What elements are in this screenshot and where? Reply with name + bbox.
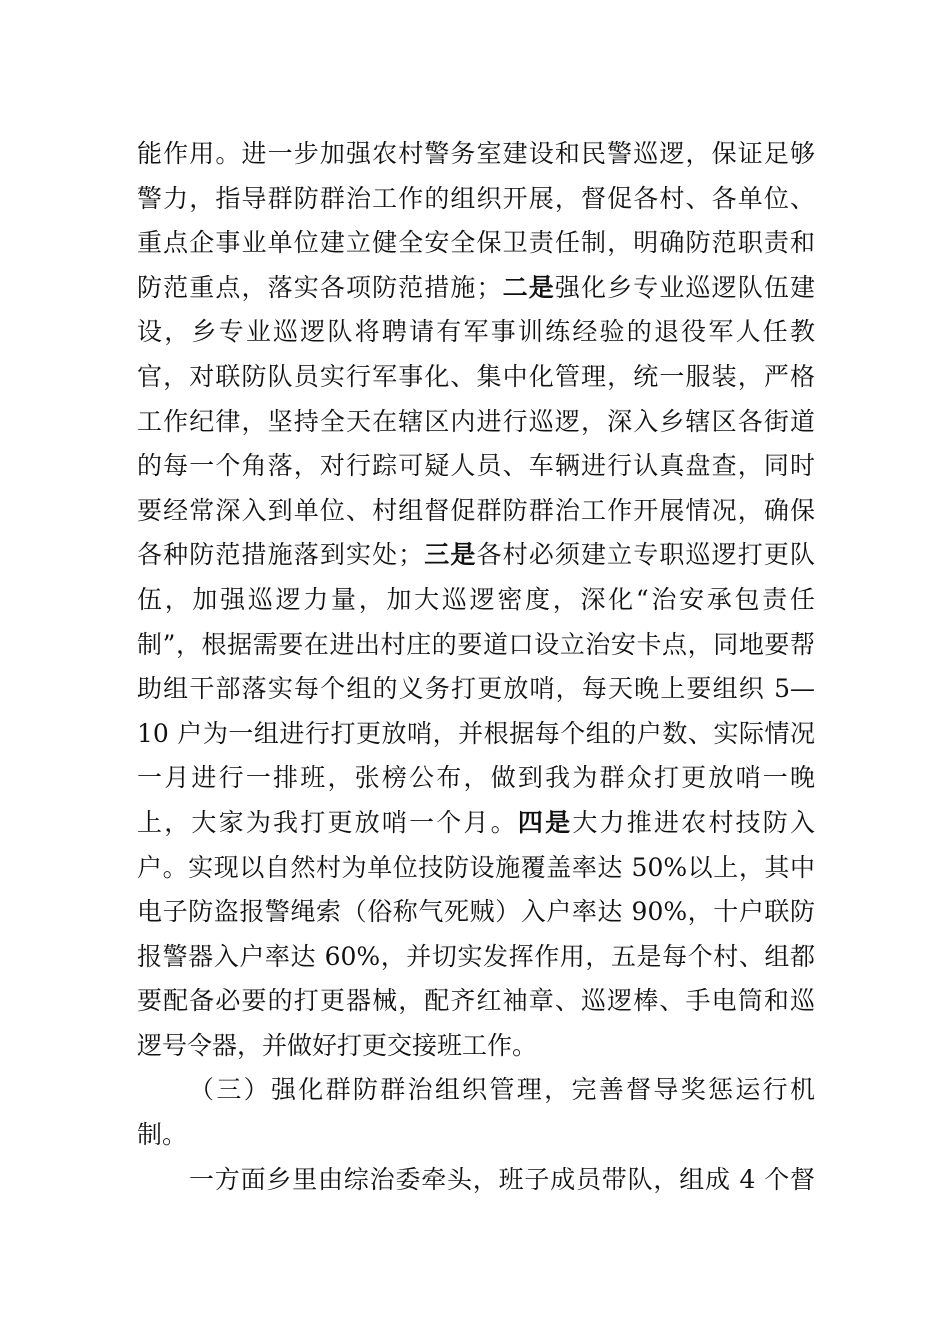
text-line: 报警器入户率达 60%，并切实发挥作用，五是每个村、组都 [137, 941, 815, 971]
text-run: 防范重点，落实各项防范措施； [137, 272, 502, 302]
text-line: 制”，根据需要在进出村庄的要道口设立治安卡点，同地要帮 [137, 629, 815, 659]
text-line [137, 266, 815, 311]
text-run: 强化乡专业巡逻队伍建 [554, 272, 815, 302]
text-line: 电子防盗报警绳索（俗称气死贼）入户率达 90%，十户联防 [137, 897, 815, 927]
text-line: 的每一个角落，对行踪可疑人员、车辆进行认真盘查，同时 [137, 451, 815, 481]
heading-line: （三）强化群防群治组织管理，完善督导奖惩运行机 [189, 1075, 815, 1105]
document-page [137, 132, 815, 1202]
heading-line: 制。 [137, 1120, 188, 1150]
text-line: 助组干部落实每个组的义务打更放哨，每天晚上要组织 5— [137, 674, 815, 704]
text-line: 10 户为一组进行打更放哨，并根据每个组的户数、实际情况 [137, 718, 815, 748]
text-line: 设，乡专业巡逻队将聘请有军事训练经验的退役军人任教 [137, 317, 815, 347]
text-run: 各种防范措施落到实处； [137, 540, 424, 570]
text-line: 要配备必要的打更器械，配齐红袖章、巡逻棒、手电筒和巡 [137, 986, 815, 1016]
text-line: 官，对联防队员实行军事化、集中化管理，统一服装，严格 [137, 361, 815, 391]
bold-keyword: 四是 [517, 807, 573, 837]
text-line: 一月进行一排班，张榜公布，做到我为群众打更放哨一晚 [137, 763, 815, 793]
text-line: 重点企事业单位建立健全安全保卫责任制，明确防范职责和 [137, 228, 815, 258]
text-line: 伍，加强巡逻力量，加大巡逻密度，深化“治安承包责任 [137, 584, 815, 614]
text-line: 一方面乡里由综治委牵头，班子成员带队，组成 4 个督 [189, 1164, 815, 1194]
text-run: 上，大家为我打更放哨一个月。 [137, 807, 518, 837]
text-run: 大力推进农村技防入 [572, 807, 815, 837]
text-run: 各村必须建立专职巡逻打更队 [476, 540, 815, 570]
text-line: 户。实现以自然村为单位技防设施覆盖率达 50%以上，其中 [137, 852, 815, 882]
text-line: 能作用。进一步加强农村警务室建设和民警巡逻，保证足够 [137, 139, 815, 168]
text-line: 逻号令器，并做好打更交接班工作。 [137, 1030, 538, 1060]
bold-keyword: 三是 [423, 540, 477, 570]
text-line: 要经常深入到单位、村组督促群防群治工作开展情况，确保 [137, 495, 815, 525]
body-paragraph [137, 1158, 815, 1203]
section-heading [137, 1068, 815, 1157]
text-line: 警力，指导群防群治工作的组织开展，督促各村、各单位、 [137, 183, 815, 213]
text-line [137, 533, 815, 578]
text-line [137, 801, 815, 846]
bold-keyword: 二是 [501, 272, 555, 302]
text-line: 工作纪律，坚持全天在辖区内进行巡逻，深入乡辖区各街道 [137, 406, 815, 436]
body-paragraph [137, 132, 815, 1068]
